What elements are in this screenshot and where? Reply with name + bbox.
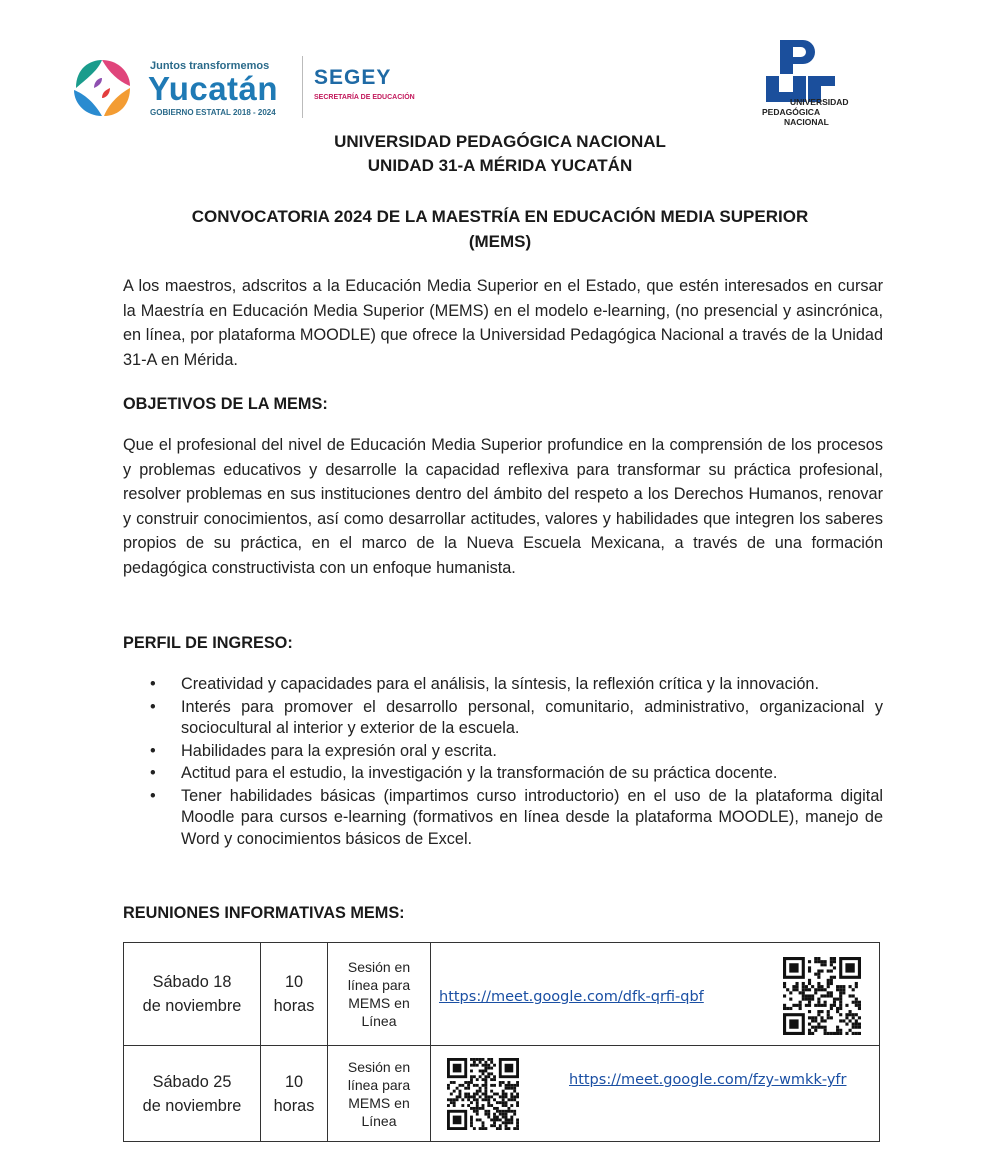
session-cell <box>328 1046 431 1142</box>
table-row <box>124 943 880 1046</box>
profile-heading: PERFIL DE INGRESO: <box>123 634 293 652</box>
session-line: línea para <box>347 1076 411 1093</box>
yucatan-wordmark: Yucatán <box>148 70 279 107</box>
upn-emblem-icon <box>762 40 882 102</box>
link-cell <box>431 943 880 1046</box>
time-line: horas <box>273 1096 315 1115</box>
session-line: MEMS en <box>348 995 410 1011</box>
institution-title: UNIVERSIDAD PEDAGÓGICA NACIONAL <box>334 132 666 151</box>
call-title-line1: CONVOCATORIA 2024 DE LA MAESTRÍA EN EDUCACIÓN MEDIA SUPERIOR <box>191 207 809 226</box>
segey-logo <box>314 66 454 112</box>
time-line: 10 <box>284 1072 304 1091</box>
profile-list <box>123 674 883 851</box>
session-line: Línea <box>361 1112 397 1129</box>
meetings-heading: REUNIONES INFORMATIVAS MEMS: <box>123 904 405 922</box>
session-line: línea para <box>347 977 411 993</box>
objectives-heading: OBJETIVOS DE LA MEMS: <box>123 395 328 413</box>
profile-item: • Tener habilidades básicas (impartimos curso introductorio) en el uso de la plataforma digital Moodle para cursos e-learning (formativos en línea desde la plataforma MOODLE), manejo de Word y conocimientos básicos de Excel. <box>123 786 883 851</box>
session-line: MEMS en <box>348 1094 410 1111</box>
date-line: Sábado 25 <box>152 1072 232 1091</box>
profile-item: • Creatividad y capacidades para el análisis, la síntesis, la reflexión crítica y la innovación. <box>123 674 883 696</box>
meet-link-nov-18[interactable]: https://meet.google.com/dfk-qrfi-qbf <box>439 989 704 1005</box>
profile-item: • Actitud para el estudio, la investigación y la transformación de su práctica docente. <box>123 763 883 785</box>
profile-item: • Interés para promover el desarrollo personal, comunitario, administrativo, organizacional y sociocultural al interior y exterior de la escuela. <box>123 697 883 740</box>
date-line: de noviembre <box>142 1096 242 1115</box>
qr-code-icon <box>447 1058 519 1130</box>
upn-caption-3: NACIONAL <box>784 117 829 127</box>
yucatan-slogan: Juntos transformemos <box>150 60 270 72</box>
intro-paragraph: A los maestros, adscritos a la Educación Media Superior en el Estado, que estén interesados en cursar la Maestría en Educación Media Superior (MEMS) en el modelo e-learning, (no presencial y asincrónica, en línea, por plataforma MOODLE) que ofrece la Universidad Pedagógica Nacional a través de la Unidad 31-A en Mérida. <box>123 277 883 369</box>
session-line: Sesión en <box>347 959 411 975</box>
table-row <box>124 1046 880 1142</box>
date-line: de noviembre <box>142 997 242 1015</box>
upn-caption-2: PEDAGÓGICA <box>762 107 821 117</box>
meetings-table <box>123 942 880 1142</box>
time-line: 10 <box>284 973 304 991</box>
link-cell <box>431 1046 880 1142</box>
time-cell <box>261 1046 328 1142</box>
objectives-paragraph: Que el profesional del nivel de Educación Media Superior profundice en la comprensión de los procesos y problemas educativos y desarrolle la capacidad reflexiva para transformar su práctica profesional, resolver problemas en sus instituciones dentro del ámbito del respeto a los Derechos Humanos, renovar y construir conocimientos, así como desarrollar actitudes, valores y habilidades que integren los saberes propios de su práctica, en el marco de la Nueva Escuela Mexicana, a través de una formación pedagógica constructivista con un enfoque humanista. <box>123 436 883 577</box>
upn-logo <box>762 40 882 132</box>
date-cell <box>124 943 261 1046</box>
qr-code-icon <box>783 957 861 1035</box>
profile-item: • Habilidades para la expresión oral y escrita. <box>123 741 883 763</box>
upn-caption-1: UNIVERSIDAD <box>790 97 849 107</box>
session-line: Sesión en <box>347 1058 411 1075</box>
segey-wordmark: SEGEY <box>314 66 392 89</box>
date-cell <box>124 1046 261 1142</box>
yucatan-gov-caption: GOBIERNO ESTATAL 2018 - 2024 <box>150 108 276 117</box>
segey-caption: SECRETARÍA DE EDUCACIÓN <box>314 94 415 101</box>
session-line: Línea <box>361 1013 397 1029</box>
call-title-line2: (MEMS) <box>468 232 532 251</box>
unit-title: UNIDAD 31-A MÉRIDA YUCATÁN <box>367 156 633 175</box>
time-cell <box>261 943 328 1046</box>
meet-link-nov-25[interactable]: https://meet.google.com/fzy-wmkk-yfr <box>569 1072 847 1088</box>
time-line: horas <box>273 997 315 1015</box>
yucatan-logo <box>68 50 300 126</box>
yucatan-emblem-icon <box>68 54 136 122</box>
session-cell <box>328 943 431 1046</box>
date-line: Sábado 18 <box>152 973 232 991</box>
logo-divider <box>302 56 303 118</box>
